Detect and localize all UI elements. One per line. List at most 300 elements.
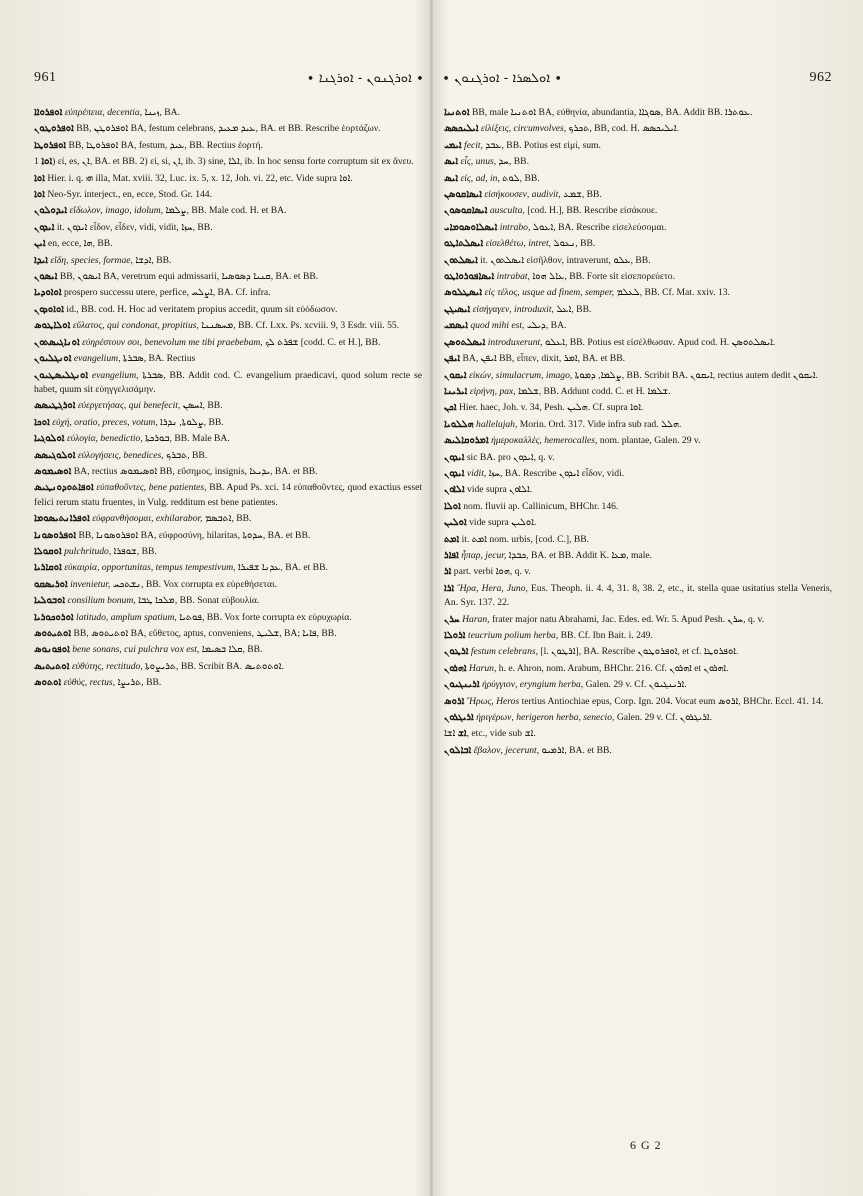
entry-text: BB. Cf. Ibn Bait. i. 249. (560, 630, 653, 641)
entry-text: ܒܘܪܟܬܐ, BB. Male BA. (145, 433, 230, 445)
greek-gloss: εἰσελθέτω, (485, 238, 526, 250)
headword: ܐܡܪܘܩܐܠܝܣ (444, 435, 489, 447)
dictionary-entry (34, 155, 422, 169)
latin-gloss: jecerunt, (505, 744, 540, 756)
dictionary-entry (444, 516, 832, 530)
dictionary-entry (444, 188, 832, 202)
headword: ܐܝܣܝܓܢ (444, 303, 471, 315)
headword: ܐܪܝܢܓܝܘܢ (444, 679, 480, 691)
dictionary-entry (444, 662, 832, 676)
entry-text: ܐܫܐ, etc., vide sub ܐܫ. (444, 728, 536, 740)
latin-gloss: Heros (496, 695, 520, 707)
greek-gloss: εὐπαθοῦντες, (96, 482, 147, 494)
greek-gloss: εὐχή, (52, 416, 72, 428)
dictionary-entry (444, 286, 832, 300)
headword: ܐܝܕܘܠܘܢ (34, 205, 68, 217)
entry-text: ܡܠܟܐ ܛܒܐ, BB. Sonat εὐβουλία. (138, 595, 260, 607)
dictionary-entry (444, 139, 832, 153)
latin-gloss: benevolum me tibi praebebam, (144, 336, 263, 348)
headword: ܐܘܦܘܢܘܣ (34, 644, 70, 656)
entry-text: ܬܪܝܨܘܬܐ, BB. Scribit BA. ܐܘܬܘܬܝܣ. (145, 660, 284, 672)
dictionary-entry (34, 611, 422, 625)
entry-text: h. e. Ahron, nom. Arabum, BHChr. 216. Cf. ܐܗܪܘܢ et ܐܗܪܘܢ. (498, 662, 729, 674)
headword: ܐܘܟܐ (34, 416, 50, 428)
dictionary-entry (444, 434, 832, 448)
greek-gloss: εὐηρέστουν σοι, (82, 336, 142, 348)
dictionary-entry (444, 711, 832, 725)
latin-gloss: benedictio, (100, 433, 143, 445)
dictionary-entry (444, 385, 832, 399)
greek-gloss: εὐκαιρία, (64, 562, 100, 574)
entry-text: part. verbi ܗܘܐ, q. v. (453, 566, 531, 578)
dictionary-entry (34, 465, 422, 479)
latin-gloss: quod mihi est, (470, 320, 525, 332)
entry-text: vide supra ܐܘܠܝܢ. (469, 517, 537, 529)
greek-gloss: ἡμεροκαλλὲς, (491, 435, 542, 447)
entry-text: Morin. Ord. 317. Vide infra sub rad. ܗܠܠ. (519, 418, 682, 430)
dictionary-entry (34, 676, 422, 690)
dictionary-entry (444, 155, 832, 169)
dictionary-entry (444, 369, 832, 383)
entry-text: ܢܥܘܠ, BB. (553, 238, 596, 250)
headword: ܐܘܦܪܘܛܐ (34, 139, 67, 151)
headword: ܐܝܣܐܩܘܣܢ (444, 189, 482, 201)
entry-text: ܐܪܡܝܘ, BA. et BB. (541, 744, 612, 756)
entry-text: it. ܐܡܬ nom. urbis, [cod. C.], BB. (461, 533, 590, 545)
headword: ܐܝܢ (34, 238, 46, 250)
entry-text: Hier. haec, Joh. v. 34, Pesh. ܗܠܝܢ. Cf. supra ܐܘܐ. (458, 402, 644, 414)
entry-text: ܡܚܣܢܢܐ, BB. Cf. Lxx. Ps. xcviii. 9, 3 Esdr. viii. 55. (201, 320, 400, 332)
entry-text: ܩܠܐ ܒܣܝܡܐ, BB. (201, 644, 263, 656)
headword: ܐܪܛܘܢ (444, 646, 469, 658)
greek-gloss: εἰς τέλος, (484, 287, 520, 299)
headword: ܐܫ (457, 728, 467, 740)
headword: ܐܝܣܘܢ (34, 271, 58, 283)
headword: ܐܘܬܝܬܘܣ (34, 628, 72, 639)
latin-gloss: pax, (499, 385, 516, 397)
latin-gloss: hemerocalles, (544, 435, 598, 447)
latin-gloss: species, formae, (70, 254, 133, 266)
latin-gloss: opportunitas, tempus tempestivum, (101, 562, 236, 574)
entry-text: ܥܕܢܐ ܫܦܝܪܐ, BA. et BB. (237, 562, 328, 574)
latin-gloss: qui benefecit, (128, 400, 181, 412)
entry-text: Galen. 29 v. Cf. ܐܪܝܢܓܝܘܢ. (585, 679, 687, 691)
dictionary-entry (444, 678, 832, 692)
greek-gloss: εἰρήνη, (469, 385, 498, 397)
entry-text: ܬܟܪܟ, BB, cod. H. ܐܝܠܝܟܣܣ. (568, 123, 680, 135)
entry-text: it. ܐܝܣܠܬܘܢ εἰσῆλθον, intraverunt, ܥܠܘ, BB. (480, 254, 651, 266)
entry-text: ܨܠܡܐ, ܕܡܘܬܐ, BB. Scribit BA. ܐܝܩܘܢ, rectius autem dedit ܐܝܩܘܢ. (574, 369, 818, 381)
greek-gloss: εἰς, (460, 172, 474, 184)
latin-gloss: vidit, (466, 467, 487, 479)
latin-gloss: circumvolves, (513, 123, 567, 135)
headword: ܐܝܣܠܬܘܣܢ (444, 336, 486, 348)
headword: ܐܘܬܘܣ (34, 677, 62, 689)
entry-text: BA, rectius ܐܘܣܝܡܘܣ BB, εὔσημος, insignis, ܝܕܝܥܐ, BA. et BB. (73, 465, 318, 477)
entry-text: ܚܕ, BB. (498, 156, 529, 168)
dictionary-entry (34, 369, 422, 398)
dictionary-entry (444, 237, 832, 251)
latin-gloss: usque ad finem, semper, (522, 287, 615, 299)
greek-gloss: Ἥρα, (457, 582, 479, 594)
entry-text: ܫܡܥ, BB. (563, 189, 602, 201)
greek-gloss: εἴδη, (50, 254, 69, 266)
entry-text: en, ecce, ܗܐ, BB. (47, 238, 113, 250)
latin-gloss: introduxit, (514, 303, 554, 315)
entry-text: [cod. H.], BB. Rescribe εἰσάκουε. (527, 205, 658, 217)
entry-text: BB, male ܐܘܬܢܝܐ BA, εὐθηνία, abundantia, ܣܘܓܐܐ, BA. Addit BB. ܥܘܬܪܐ. (471, 107, 753, 118)
dictionary-entry (444, 352, 832, 366)
greek-gloss: εὐεργετήσας, (77, 400, 127, 412)
latin-gloss: intrabat, (496, 271, 530, 283)
dictionary-entry (444, 744, 832, 758)
latin-gloss: audivit, (531, 189, 561, 201)
dictionary-entry (444, 483, 832, 497)
greek-gloss: εἷς, (460, 156, 474, 168)
latin-gloss: ad, in, (475, 172, 500, 184)
latin-gloss: teucrium polium herba, (467, 630, 559, 641)
dictionary-entry (444, 582, 832, 611)
dictionary-entry (444, 172, 832, 186)
dictionary-entry (34, 188, 422, 202)
greek-gloss: Ἥρως, (466, 695, 494, 707)
entry-text: ܠܥܠܡ, BB. Cf. Mat. xxiv. 13. (616, 287, 730, 299)
headword: ܐܘܩܐܪܝܐ (34, 562, 62, 574)
latin-gloss: bene sonans, cui pulchra vox est, (72, 644, 200, 656)
entry-text: ܐܕܫܐ, BB. (135, 254, 172, 266)
headword: ܐܒܐܠܘܢ (444, 744, 472, 756)
dictionary-entry (34, 627, 422, 641)
latin-gloss: benedices, (123, 449, 164, 461)
greek-gloss: εὐφρανθήσομαι, (92, 513, 154, 525)
dictionary-entry (444, 645, 832, 659)
dictionary-entry (34, 286, 422, 300)
headword: ܐܝܣܐܩܘܣܘܢ (444, 205, 488, 217)
headword: ܐܝܣܠܬܐܛܘ (444, 238, 484, 250)
entry-text: ܣܒܪܬܐ, BB. Addit cod. C. evangelium praedicavi, quod solum recte se habet, quum sit εὐηγγελισάμην. (34, 369, 423, 395)
entry-text: ܐܥܘܠ, BA. Rescribe εἰσελεύσομαι. (532, 221, 667, 233)
latin-gloss: evangelium, (73, 353, 121, 365)
dictionary-entry (444, 565, 832, 579)
headword: ܐܘܢܓܠܝܣܛܝܘܢ (34, 369, 89, 381)
dictionary-entry (34, 237, 422, 251)
dictionary-entry (444, 500, 832, 514)
entry-text: [l. ܐܪܛܘܢ], BA. Rescribe ܐܘܦܪܘܛܘܢ, et cf. ܐܘܦܪܘܛܐ. (540, 646, 739, 658)
dictionary-entry (444, 254, 832, 268)
entry-text: ܫܘܦܪܐ, BB. (113, 545, 157, 557)
entry-text: Hier. i. q. ܗܝ illa, Mat. xviii. 32, Luc. ix. 5, x. 12, Joh. vi. 22, etc. Vide supra ܐܘܐ. (47, 172, 353, 184)
headword: ܐܝܣܡܝ (444, 320, 468, 332)
dictionary-entry (34, 594, 422, 608)
entry-text: ܣܒܪܬܐ, BA. Rectius (122, 353, 196, 365)
entry-text: ܚܙܐ, BA. Rescribe ܐܝܕܘܢ εἶδον, vidi. (488, 467, 625, 479)
dictionary-entry (444, 727, 832, 741)
dictionary-entry (34, 561, 422, 575)
headword: ܐܝܣ (444, 156, 459, 168)
latin-gloss: Hera, Juno, (481, 582, 528, 594)
entry-text: it. ܐܝܕܘܢ εἶδον, εἶδεν, vidi, vidit, ܚܙܐ, BB. (56, 221, 213, 233)
dictionary-entry (444, 629, 832, 643)
headword: ܐܪܘܠܐ (444, 630, 466, 641)
dictionary-entry (444, 613, 832, 627)
greek-gloss: εὐλογήσεις, (77, 449, 122, 461)
greek-gloss: εἰλίξεις, (480, 123, 512, 135)
latin-gloss: Harun, (468, 662, 497, 674)
headword: ܐܘܪܘܟܘܪܝܐ (34, 611, 74, 623)
entry-text: ܐܥܠܘ, BB. Potius est εἰσέλθωσαν. Apud cod. H. ܐܝܣܠܬܘܣܢ. (544, 336, 776, 348)
greek-gloss: ἔβαλον, (473, 744, 503, 756)
headword: ܐܝܣܐܦܘܪܘܐܛܘ (444, 271, 495, 283)
entry-text: ܨܠܡܐ, BB. Male cod. H. et BA. (165, 205, 287, 217)
dictionary-entry (34, 336, 422, 350)
headword: ܐܘܬܢܝܐ (444, 107, 470, 118)
headword: ܐܝܕܐ (34, 254, 48, 266)
entry-text: tertius Antiochiae epus, Corp. Ign. 204. Vocat eum ܐܪܘܣ, BHChr. Eccl. 41. 14. (521, 695, 824, 707)
greek-gloss: εὐθύς, (63, 677, 88, 689)
dictionary-entry (34, 172, 422, 186)
dictionary-entry (34, 139, 422, 153)
latin-gloss: intret, (528, 238, 552, 250)
headword: ܐܘܪܝܣܩܘ (34, 578, 68, 590)
dictionary-entry (34, 319, 422, 333)
dictionary-entry (34, 578, 422, 592)
latin-gloss: introduxerunt, (487, 336, 543, 348)
dictionary-entry (34, 529, 422, 543)
dictionary-entry (444, 695, 832, 709)
entry-text: ܬܒܪܟ, BB. (166, 449, 208, 461)
dictionary-entry (34, 660, 422, 674)
headword: ܐܪܝܓܪܘܢ (444, 712, 474, 724)
dictionary-entry (34, 449, 422, 463)
dictionary-entry (34, 270, 422, 284)
headword: ܐܘܐܘܕܝܐ (34, 287, 62, 299)
entry-text: BB. Apud Ps. xci. 14 εὐπαθοῦντες, quod exactius esset felici rerum statu fruentes, in Vulg. redditum est bene patientes. (34, 482, 422, 508)
headword: ܐܘܢܐܓܝܣܬܘܢ (34, 336, 80, 348)
greek-gloss: εἰσήγαγεν, (472, 303, 512, 315)
left-running-head: ∙ ܐܘܪܓܢܘܢ - ܐܘܪܓܢܐ ∙ (306, 70, 424, 86)
latin-gloss: invenietur, (70, 578, 111, 590)
headword: ܐܘܐܘܕܘܢ (34, 303, 64, 315)
page-gutter (430, 0, 433, 1196)
entry-text: sic BA. pro ܐܝܕܘܢ, q. v. (466, 451, 555, 463)
headword: ܐܘܠܘܓܝܣܣ (34, 449, 76, 461)
headword: ܐܗܪܘܢ (444, 662, 467, 674)
headword: ܐܝܠܝܟܣܣ (444, 123, 479, 135)
entry-text: ܐܬܒܣܡ, BB. (204, 513, 252, 525)
entry-text: Neo-Syr. interject., en, ecce, Stod. Gr. 144. (47, 189, 212, 201)
dictionary-entry (444, 336, 832, 350)
headword: ܐܘܦܪܐܢܬܝܣܘܡܐ (34, 513, 90, 525)
latin-gloss: exhilarabor, (155, 513, 203, 525)
headword: ܐܝܕܘܢ (444, 451, 465, 463)
headword: ܐܝܦܢ (444, 353, 461, 365)
left-page-header (34, 66, 424, 90)
headword: ܐܘܠܐܛܘܣ (34, 320, 71, 332)
dictionary-entry (444, 401, 832, 415)
dictionary-entry (34, 204, 422, 218)
dictionary-entry (34, 399, 422, 413)
headword: ܐܘܦܪܘܛܘܢ (34, 123, 74, 135)
latin-gloss: latitudo, amplum spatium, (76, 611, 177, 623)
headword: ܐܪ (444, 566, 452, 578)
greek-gloss: εἰκών, (468, 369, 494, 381)
entry-text: ܐܥܠ, BB. (556, 303, 592, 315)
headword: ܐܝܕܘܢ (34, 221, 55, 233)
dictionary-entry (444, 221, 832, 235)
entry-text: Eus. Theoph. ii. 4. 4, 31. 8, 38. 2, etc., it. stella quae usitatius stella Veneris, An. Syr. 137. 22. (444, 582, 832, 609)
right-page-number: 962 (809, 70, 832, 85)
entry-text: BA, ܐܝܦܢ BB, εἶπεν, dixit, ܐܡܪ, BA. et BB. (462, 353, 626, 365)
latin-gloss: simulacrum, imago, (495, 369, 573, 381)
greek-gloss: εὐλογία, (66, 433, 98, 445)
latin-gloss: oratio, preces, votum, (74, 416, 158, 428)
dictionary-entry (34, 352, 422, 366)
greek-gloss: εὐπρέπεια, (64, 107, 105, 118)
greek-gloss: ἠριγέρων, (476, 712, 514, 724)
entry-text: ܫܦܪܬ ܠܟ [codd. C. et H.], BB. (265, 336, 381, 348)
headword: ܐܘܩܘܠܐ (34, 545, 62, 557)
latin-gloss: Haran, (462, 613, 490, 625)
greek-gloss: εἰσήκουσεν, (484, 189, 530, 201)
entry-text: BB, ܐܘܦܪܘܛܐ BA, festum, ܥܝܕ, BB. Rectius ἑορτή. (68, 139, 263, 151)
entry-text: ܨܠܘܬܐ, ܢܕܪܐ, BB. (160, 416, 224, 428)
greek-gloss: εὔλατος, (72, 320, 105, 332)
headword: ܐܘܢܓܠܝܘܢ (34, 353, 72, 365)
entry-text: ܥܒܕ, BB. Potius est εἰμί, sum. (485, 139, 601, 151)
entry-text: ܥܐܠ ܗܘܐ, BB. Forte sit εἰσεπορεύετο. (532, 271, 675, 283)
latin-gloss: rectitudo, (106, 660, 143, 672)
dictionary-entry (444, 106, 832, 120)
greek-gloss: εἴδωλον, (69, 205, 103, 217)
headword: ܐܘܦܐܬܘܕܘܢܛܝܣ (34, 482, 94, 494)
headword: ܐܠܐܘܢ (444, 484, 465, 496)
headword: ܐܝܣܠܬܘܢ (444, 254, 478, 266)
entry-text: ܫܠܡܐ, BB. Addunt codd. C. et H. ܫܠܡܐ. (518, 385, 671, 397)
entry-text: BB, ܐܘܦܪܘܣܘܢܐ BA, εὐφροσύνη, hilaritas, ܚܕܘܬܐ, BA. et BB. (78, 529, 311, 541)
dictionary-entry (34, 122, 422, 136)
dictionary-entry (34, 106, 422, 120)
headword: ܐܝܣ (444, 172, 459, 184)
headword: ܐܝܕܘܢ (444, 467, 465, 479)
latin-gloss: ausculta, (489, 205, 525, 217)
entry-text: ܐܚܣܢ, BB. (182, 400, 223, 412)
entry-text: ܠܘܬ, BB. (502, 172, 540, 184)
dictionary-entry (34, 416, 422, 430)
headword: ܚܪܢ (444, 613, 460, 625)
dictionary-entry (34, 221, 422, 235)
headword: ܐܝܪܝܢܐ (444, 385, 468, 397)
headword: ܐܪܐ (444, 582, 455, 594)
headword: ܐܘܐ (34, 172, 45, 184)
entry-text: Galen. 29 v. Cf. ܐܪܝܓܪܘܢ. (616, 712, 713, 724)
entry-text: ܕܝܠܝ, BA. (526, 320, 567, 332)
dictionary-entry (444, 270, 832, 284)
entry-text: ܟܒܕܐ, BA. et BB. Addit K. ܡܥܐ, male. (508, 549, 653, 561)
signature-mark: 6 G 2 (630, 1138, 662, 1152)
latin-gloss: consilium bonum, (67, 595, 136, 607)
entry-text: BB, ܐܘܬܝܬܘܣ BA, εὔθετος, aptus, conveniens, ܫܠܝܛ, BA; ܦܐܝܐ, BB. (73, 628, 337, 639)
dictionary-entry (34, 432, 422, 446)
headword: ܐܘܦܪܘܐܐ (34, 107, 63, 118)
latin-gloss: rectus, (89, 677, 116, 689)
latin-gloss: imago, idolum, (105, 205, 164, 217)
greek-gloss: εὐθύτης, (71, 660, 104, 672)
entry-text: prospero successu utere, perfice, ܐܨܠܚ, BA. Cf. infra. (63, 287, 271, 299)
headword: ܐܘܐ (34, 189, 45, 201)
entry-text: ܙܝܢܐ, BA. (144, 107, 180, 118)
entry-text: BB, ܐܘܦܪܘܛܢ BA, festum celebrans, ܥܝܕ ܡܥܝܕ, BA. et BB. Rescribe ἑορτάζων. (76, 123, 381, 135)
greek-gloss: ἠρύγγιον, (481, 679, 518, 691)
entry-text: BB, ܐܝܣܘܢ BA, veretrum equi admissarii, ܩܢܝܐ ܕܣܘܣܝܐ, BA. et BB. (59, 271, 319, 283)
entry-text: ܢܫܬܟܚ, BB. Vox corrupta ex εὑρεθήσεται. (112, 578, 278, 590)
latin-gloss: unus, (475, 156, 497, 168)
dictionary-entry (444, 451, 832, 465)
latin-gloss: intrabo, (499, 221, 531, 233)
latin-gloss: bene patientes, (148, 482, 207, 494)
right-column (444, 106, 832, 760)
latin-gloss: hallelujah, (476, 418, 518, 430)
latin-gloss: festum celebrans, (470, 646, 539, 658)
latin-gloss: jecur, (485, 549, 507, 561)
dictionary-entry (34, 512, 422, 526)
latin-gloss: qui condonat, propitius, (107, 320, 199, 332)
dictionary-entry (444, 122, 832, 136)
headword: ܐܪܘܣ (444, 695, 465, 707)
right-running-head: ∙ ܐܘܠܣܪܐ - ܐܘܪܓܢܘܢ ∙ (442, 70, 563, 86)
latin-gloss: pulchritudo, (64, 545, 112, 557)
dictionary-entry (444, 549, 832, 563)
dictionary-entry (34, 481, 422, 510)
headword: ܐܘܪܓܛܝܣܣ (34, 400, 76, 412)
left-page-number: 961 (34, 70, 57, 85)
latin-gloss: decentia, (107, 107, 143, 118)
headword: ܐܝܣܠܐܘܣܘܡܐܝ (444, 221, 498, 233)
latin-gloss: evangelium, (91, 369, 139, 381)
dictionary-entry (444, 467, 832, 481)
latin-gloss: herigeron herba, senecio, (516, 712, 615, 724)
entry-text: vide supra ܐܠܐܘܢ. (467, 484, 533, 496)
greek-gloss: ἧπαρ, (461, 549, 483, 561)
headword: ܐܘܠܐ (444, 500, 461, 512)
dictionary-entry (34, 303, 422, 317)
dictionary-entry (444, 319, 832, 333)
left-column (34, 106, 422, 693)
headword: ܐܝܣܛܠܘܣ (444, 287, 483, 299)
headword: ܐܘܒܘܠܝܐ (34, 595, 66, 607)
headword: ܐܦܐܪ (444, 549, 459, 561)
headword: ܐܘܠܝܢ (444, 517, 467, 529)
dictionary-entry (444, 418, 832, 432)
headword: ܐܘܬܝܬܝܣ (34, 660, 70, 672)
headword: ܐܝܩܘܢ (444, 369, 467, 381)
headword: ܐܘܦܪܘܣܘܢܐ (34, 529, 77, 541)
latin-gloss: fecit, (464, 139, 483, 151)
dictionary-entry (444, 204, 832, 218)
headword: ܐܘܣܝܡܘܣ (34, 465, 72, 477)
entry-text: nom. plantae, Galen. 29 v. (599, 435, 701, 447)
entry-text: frater major natu Abrahami, Jac. Edes. ed. Wr. 5. Apud Pesh. ܚܪܢ, q. v. (491, 613, 765, 625)
headword: ܐܝܡܝ (444, 139, 462, 151)
headword: ܐܘܐ (41, 156, 53, 168)
headword: ܐܟܢ (444, 402, 457, 414)
dictionary-entry (444, 533, 832, 547)
headword: ܐܡܬ (444, 533, 460, 545)
headword: ܐܘܠܘܓܝܐ (34, 433, 65, 445)
entry-text: nom. fluvii ap. Callinicum, BHChr. 146. (463, 500, 619, 512)
dictionary-entry (444, 303, 832, 317)
headword: ܗܠܠܘܝܐ (444, 418, 474, 430)
dictionary-entry (34, 545, 422, 559)
